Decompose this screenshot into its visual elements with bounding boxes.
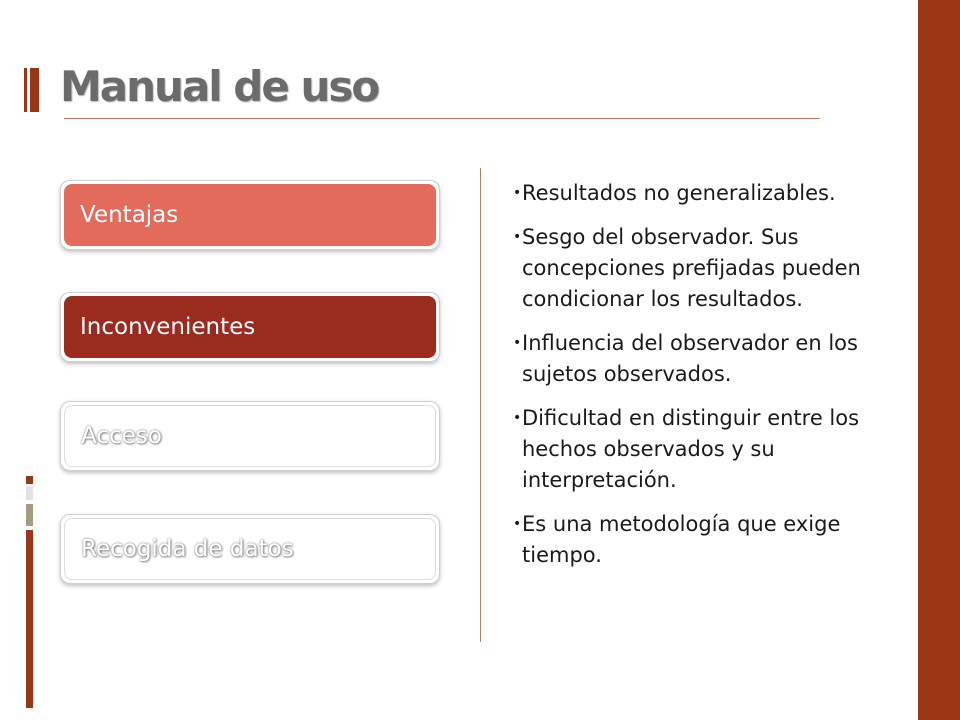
- bullet-text: Dificultad en distinguir entre los hechos observados y su interpretación.: [522, 406, 860, 492]
- nav-button-inconvenientes[interactable]: [60, 292, 440, 362]
- bullet-item: [513, 509, 922, 571]
- bullet-text: Influencia del observador en los sujetos observados.: [522, 331, 858, 386]
- nav-button-label: Inconvenientes: [64, 296, 436, 358]
- bullet-item: [513, 328, 922, 390]
- left-strip-segment: [26, 476, 33, 484]
- bullet-dot-icon: •: [513, 185, 522, 201]
- bullet-item: [513, 403, 922, 496]
- nav-button-ventajas[interactable]: [60, 180, 440, 250]
- bullet-dot-icon: •: [513, 335, 522, 351]
- nav-button-label: Ventajas: [64, 184, 436, 246]
- bullet-dot-icon: •: [513, 229, 522, 245]
- nav-button-acceso[interactable]: [60, 401, 440, 471]
- bullet-item: [513, 222, 922, 315]
- nav-button-recogida-de-datos[interactable]: [60, 514, 440, 584]
- title-mark-bar: [30, 68, 39, 112]
- left-strip-segment: [26, 486, 33, 500]
- bullet-list: [513, 178, 922, 584]
- title-mark-bar: [24, 68, 27, 112]
- left-strip-segment: [26, 530, 33, 708]
- bullet-text: Es una metodología que exige tiempo.: [522, 512, 841, 567]
- left-strip-segment: [26, 504, 33, 526]
- slide-title: Manual de uso: [60, 62, 379, 111]
- bullet-item: [513, 178, 922, 209]
- bullet-dot-icon: •: [513, 516, 522, 532]
- title-underline: [64, 118, 820, 119]
- nav-button-label: Recogida de datos: [64, 518, 436, 580]
- nav-button-label: Acceso: [64, 405, 436, 467]
- bullet-text: Sesgo del observador. Sus concepciones prefijadas pueden condicionar los resultados.: [522, 225, 861, 311]
- right-accent-bar: [918, 0, 960, 720]
- bullet-text: Resultados no generalizables.: [522, 181, 836, 205]
- bullet-dot-icon: •: [513, 410, 522, 426]
- content-divider: [480, 168, 481, 642]
